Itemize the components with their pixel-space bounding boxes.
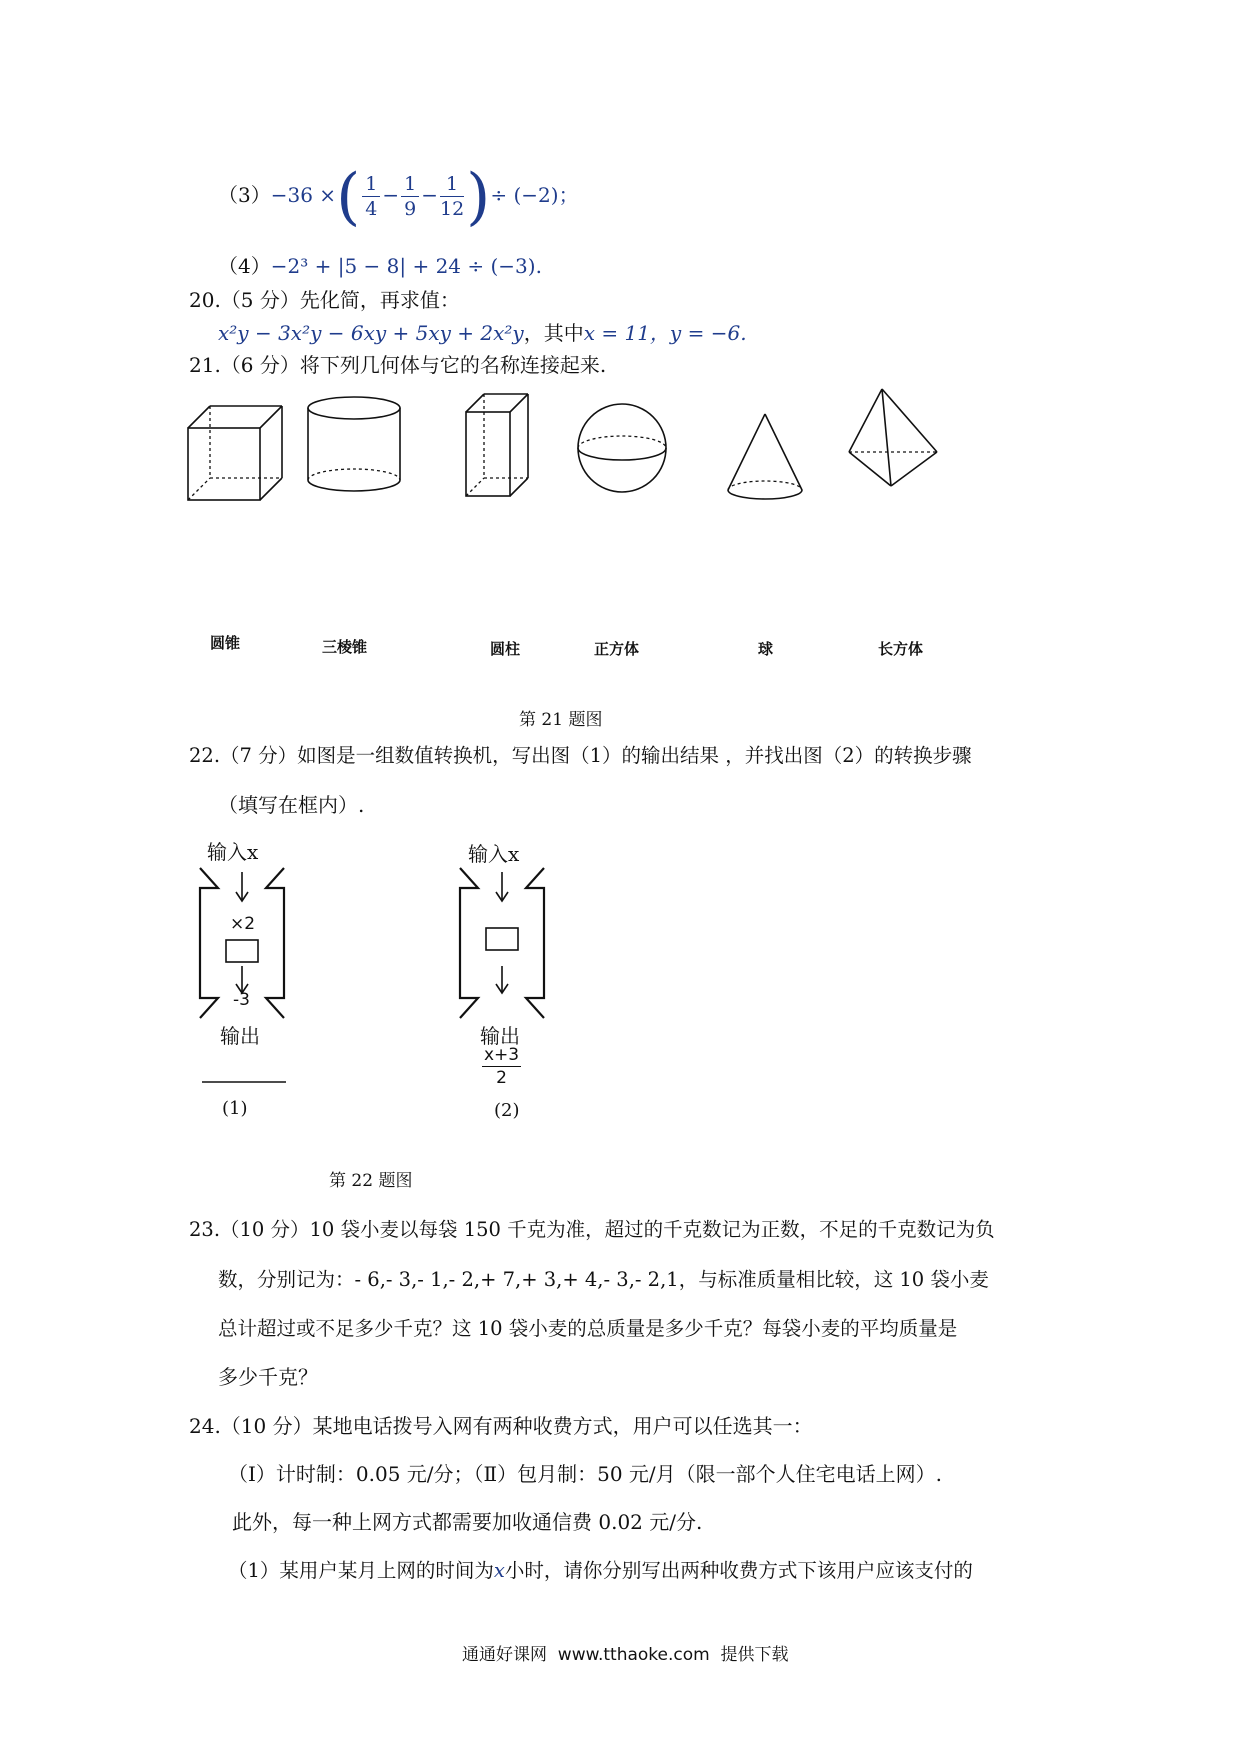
q19-item4-expr: −2³ + |5 − 8| + 24 ÷ (−3). (270, 254, 542, 278)
q24-line3: 此外，每一种上网方式都需要加收通信费 0.02 元/分. (232, 1510, 703, 1534)
left-paren: ( (336, 159, 361, 233)
q20-cond: x = 11，y = −6. (583, 321, 747, 345)
q19-item3-tail: ÷ (−2)； (490, 183, 579, 207)
fraction-1-9: $\frac{1}{9}$ (401, 172, 419, 221)
cone-icon (722, 410, 808, 506)
q23-line4: 多少千克？ (218, 1365, 318, 1389)
machine2-output: 输出 (480, 1024, 520, 1048)
q21-name-sphere: 球 (758, 640, 774, 658)
q21-name-triangular-pyramid: 三棱锥 (322, 638, 368, 656)
cylinder-icon (302, 394, 406, 496)
q21-name-cube: 正方体 (594, 640, 640, 658)
q24-line4-b: 小时，请你分别写出两种收费方式下该用户应该支付的 (504, 1559, 973, 1582)
variable-x: x (493, 1559, 505, 1582)
fraction-numerator: x+3 (484, 1045, 520, 1065)
q24-line4 (228, 1555, 973, 1583)
machine1-op1: ×2 (230, 914, 256, 934)
q20-where: ，其中 (523, 321, 584, 345)
minus-sign: − (421, 183, 438, 207)
machine2-input: 输入x (468, 842, 520, 866)
q19-item3-lead: −36 × (270, 183, 337, 207)
machine1-answer-line (202, 1080, 286, 1084)
q21-name-cuboid: 长方体 (878, 640, 924, 658)
machine1-label: (1) (222, 1098, 248, 1119)
machine2-label: (2) (494, 1100, 520, 1121)
q22-caption: 第 22 题图 (329, 1171, 413, 1191)
machine1-op2: -3 (233, 990, 250, 1010)
fraction-1-4: $\frac{1}{4}$ (362, 172, 380, 221)
q24-line2: （Ⅰ）计时制：0.05 元/分；（Ⅱ）包月制：50 元/月（限一部个人住宅电话上网）. (228, 1462, 943, 1486)
q19-item3-number: （3） (218, 183, 271, 207)
q21-caption: 第 21 题图 (519, 710, 603, 730)
q19-item3 (218, 159, 579, 233)
q20-expression-line (218, 317, 747, 346)
q23-line3: 总计超过或不足多少千克？这 10 袋小麦的总质量是多少千克？每袋小麦的平均质量是 (218, 1317, 958, 1340)
machine1-input: 输入x (207, 840, 259, 864)
machine1-output: 输出 (220, 1024, 260, 1048)
q20-title: 20.（5 分）先化简，再求值： (189, 288, 460, 312)
fraction-denominator: 2 (496, 1068, 507, 1088)
q22-title-line1: 22.（7 分）如图是一组数值转换机，写出图（1）的输出结果 ，并找出图（2）的转换步骤 (189, 744, 972, 767)
machine2-frame (456, 864, 548, 1024)
q23-line2: 数，分别记为：- 6,- 3,- 1,- 2,+ 7,+ 3,+ 4,- 3,- 2,1，与标准质量相比较，这 10 袋小麦 (218, 1268, 989, 1291)
q24-line1: 24.（10 分）某地电话拨号入网有两种收费方式，用户可以任选其一： (189, 1414, 813, 1438)
q19-item4 (218, 250, 542, 279)
q22-title-line2: （填写在框内）. (218, 793, 365, 817)
right-paren: ) (466, 159, 491, 233)
q21-title: 21.（6 分）将下列几何体与它的名称连接起来. (189, 353, 607, 377)
minus-sign: − (382, 183, 400, 207)
sphere-icon (574, 400, 670, 496)
page-footer: 通通好课网 www.tthaoke.com 提供下载 (462, 1645, 789, 1665)
fraction-1-12: $\frac{1}{12}$ (439, 173, 465, 220)
q23-line1: 23.（10 分）10 袋小麦以每袋 150 千克为准，超过的千克数记为正数，不足的千克数记为负 (189, 1218, 995, 1241)
rectangular-prism-icon (464, 392, 530, 498)
q20-expr: x²y − 3x²y − 6xy + 5xy + 2x²y (218, 321, 524, 345)
q19-item4-number: （4） (218, 254, 271, 278)
q21-name-cylinder: 圆柱 (490, 640, 521, 658)
q21-name-cone: 圆锥 (210, 634, 241, 652)
triangular-pyramid-icon (846, 386, 940, 492)
cube-icon (186, 404, 286, 504)
q24-line4-a: （1）某用户某月上网的时间为 (228, 1559, 494, 1582)
machine2-output-fraction (482, 1044, 521, 1089)
